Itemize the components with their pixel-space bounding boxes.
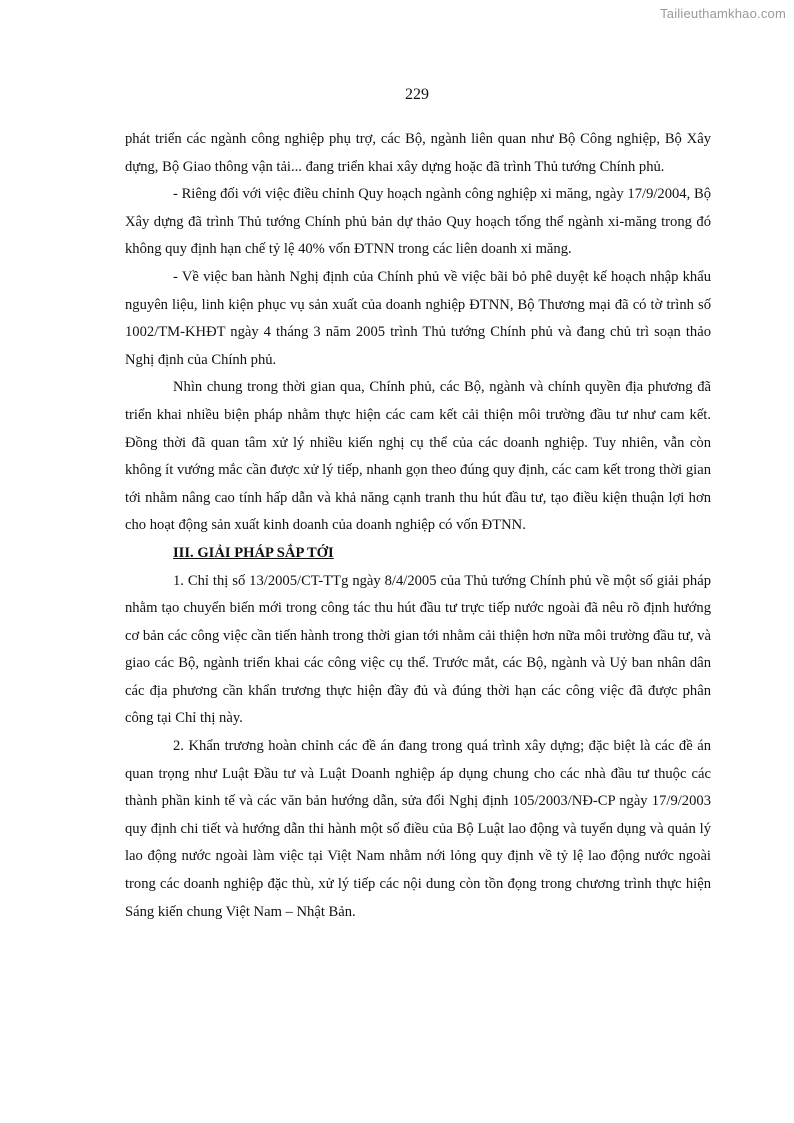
document-body	[125, 126, 711, 926]
section-heading: III. GIẢI PHÁP SẮP TỚI	[173, 544, 334, 561]
paragraph-summary: Nhìn chung trong thời gian qua, Chính phủ, các Bộ, ngành và chính quyền địa phương đã triển khai nhiều biện pháp nhằm thực hiện các cam kết cải thiện môi trường đầu tư như cam kết. Đồng thời đã quan tâm xử lý nhiều kiến nghị cụ thể của các doanh nghiệp. Tuy nhiên, vẫn còn không ít vướng mắc cần được xử lý tiếp, nhanh gọn theo đúng quy định, các cam kết trong thời gian tới nhằm nâng cao tính hấp dẫn và khả năng cạnh tranh thu hút đầu tư, tạo điều kiện thuận lợi hơn cho hoạt động sản xuất kinh doanh của doanh nghiệp có vốn ĐTNN.	[125, 379, 711, 534]
watermark: Tailieuthamkhao.com	[660, 6, 786, 21]
page-number: 229	[405, 86, 429, 103]
paragraph-solution-2: 2. Khẩn trương hoàn chỉnh các đề án đang trong quá trình xây dựng; đặc biệt là các đề án quan trọng như Luật Đầu tư và Luật Doanh nghiệp áp dụng chung cho các nhà đầu tư thuộc các thành phần kinh tế và các văn bản hướng dẫn, sửa đổi Nghị định 105/2003/NĐ-CP ngày 17/9/2003 quy định chi tiết và hướng dẫn thi hành một số điều của Bộ Luật lao động và tuyển dụng và quản lý lao động nước ngoài làm việc tại Việt Nam nhằm nới lỏng quy định về tỷ lệ lao động nước ngoài trong các doanh nghiệp đặc thù, xử lý tiếp các nội dung còn tồn đọng trong chương trình thực hiện Sáng kiến chung Việt Nam – Nhật Bản.	[125, 738, 711, 920]
paragraph-cement-planning: - Riêng đối với việc điều chỉnh Quy hoạch ngành công nghiệp xi măng, ngày 17/9/2004, Bộ Xây dựng đã trình Thủ tướng Chính phủ bản dự thảo Quy hoạch tổng thể ngành xi-măng trong đó không quy định hạn chế tỷ lệ 40% vốn ĐTNN trong các liên doanh xi măng.	[125, 186, 711, 258]
paragraph-continuation: phát triển các ngành công nghiệp phụ trợ, các Bộ, ngành liên quan như Bộ Công nghiệp, Bộ Xây dựng, Bộ Giao thông vận tải... đang triển khai xây dựng hoặc đã trình Thủ tướng Chính phủ.	[125, 131, 711, 175]
paragraph-import-decree: - Về việc ban hành Nghị định của Chính phủ về việc bãi bỏ phê duyệt kế hoạch nhập khẩu nguyên liệu, linh kiện phục vụ sản xuất của doanh nghiệp ĐTNN, Bộ Thương mại đã có tờ trình số 1002/TM-KHĐT ngày 4 tháng 3 năm 2005 trình Thủ tướng Chính phủ và đang chủ trì soạn thảo Nghị định của Chính phủ.	[125, 268, 711, 368]
paragraph-solution-1: 1. Chỉ thị số 13/2005/CT-TTg ngày 8/4/2005 của Thủ tướng Chính phủ về một số giải pháp nhằm tạo chuyển biến mới trong công tác thu hút đầu tư trực tiếp nước ngoài đã nêu rõ định hướng cơ bản các công việc cần tiến hành trong thời gian tới nhằm cải thiện hơn nữa môi trường đầu tư, và giao các Bộ, ngành triển khai các công việc cụ thể. Trước mắt, các Bộ, ngành và Uỷ ban nhân dân các địa phương cần khẩn trương thực hiện đầy đủ và đúng thời hạn các công việc đã được phân công tại Chỉ thị này.	[125, 572, 711, 727]
